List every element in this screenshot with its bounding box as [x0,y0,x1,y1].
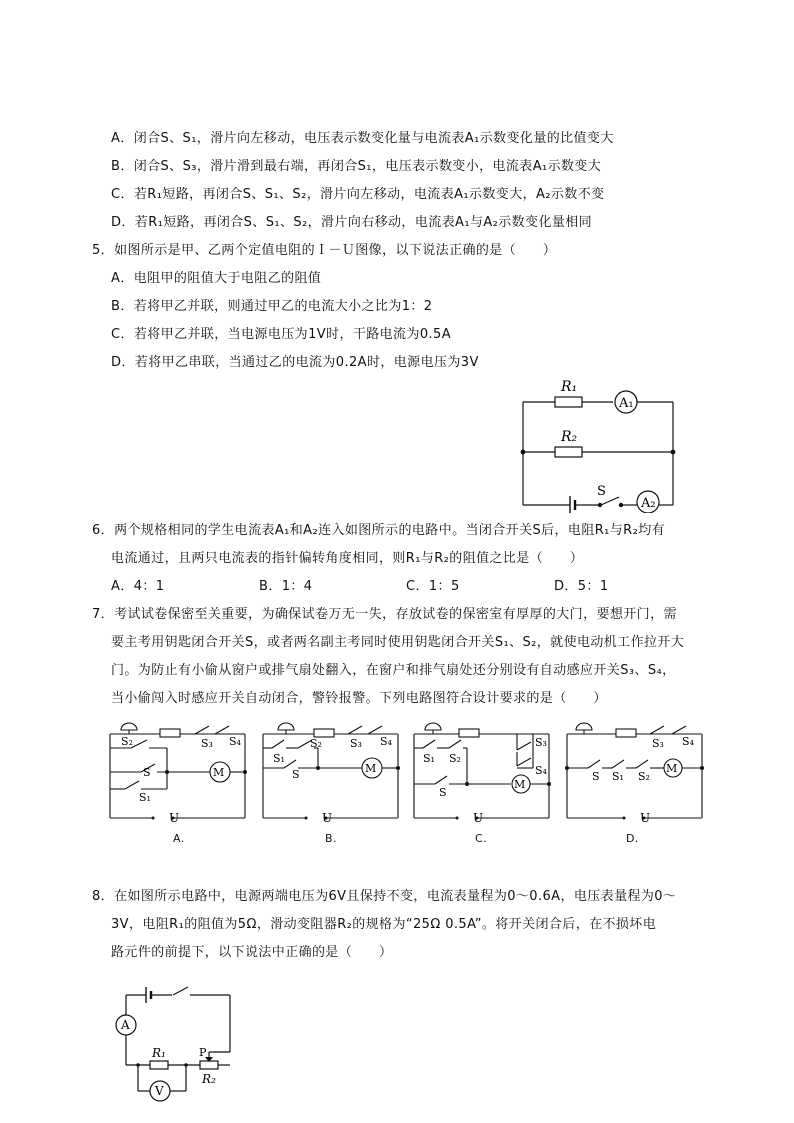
q8-fig-p-label: P [199,1046,207,1059]
q7-circuit-b [258,716,403,846]
q8-stem-line3: 路元件的前提下，以下说法中正确的是（ ） [111,945,393,960]
q7a-motor-label: M [213,766,225,779]
q7c-s-label: S [439,786,447,799]
q7a-s-label: S [143,766,151,779]
q7d-s1-label: S₁ [612,770,624,783]
q7d-s4-label: S₄ [682,735,694,748]
q7-caption-d: D. [626,832,639,845]
q8-stem-line2: 3V，电阻R₁的阻值为5Ω，滑动变阻器R₂的规格为“25Ω 0.5A”。将开关闭合后，在不损坏电 [111,917,657,932]
q6-option-c: C．1：5 [406,579,460,594]
q7d-u-label: U [640,811,651,825]
q6-option-d: D．5：1 [554,579,609,594]
q8-fig-ammeter-label: A [121,1018,130,1032]
q7b-motor-label: M [365,762,377,775]
q5-option-c: C．若将甲乙并联，当电源电压为1V时，干路电流为0.5A [111,327,452,342]
q7-circuit-a [105,716,250,846]
q7c-u-label: U [473,811,484,825]
q5-option-a: A．电阻甲的阻值大于电阻乙的阻值 [111,271,322,286]
q6-fig-a2-label: A₂ [641,496,656,511]
q8-fig-r2-label: R₂ [202,1072,216,1086]
q6-fig-r2-label: R₂ [561,429,578,445]
q6-fig-a1-label: A₁ [619,396,634,411]
q7c-s1-label: S₁ [423,752,435,765]
q7a-s1-label: S₁ [139,791,151,804]
q7-caption-c: C. [475,832,487,845]
q7b-s-label: S [292,768,300,781]
q7b-u-label: U [322,811,333,825]
q6-stem-line1: 6．两个规格相同的学生电流表A₁和A₂连入如图所示的电路中。当闭合开关S后，电阻R₁与R₂均有 [92,523,666,538]
q8-fig-r1-label: R₁ [152,1046,166,1060]
q8-fig-voltmeter-label: V [155,1084,164,1098]
q7a-s2-label: S₂ [121,735,133,748]
q4-option-c: C．若R₁短路，再闭合S、S₁、S₂，滑片向左移动，电流表A₁示数变大，A₂示数不变 [111,187,605,202]
q6-option-b: B．1：4 [259,579,313,594]
q5-option-b: B．若将甲乙并联，则通过甲乙的电流大小之比为1：2 [111,299,433,314]
q7-stem-line2: 要主考用钥匙闭合开关S，或者两名副主考同时使用钥匙闭合开关S₁、S₂，就使电动机工作拉开大 [111,635,685,650]
q7a-s4-label: S₄ [229,735,241,748]
q8-stem-line1: 8．在如图所示电路中，电源两端电压为6V且保持不变，电流表量程为0～0.6A，电压表量程为0～ [92,889,677,904]
q7a-s3-label: S₃ [201,737,213,750]
q7d-s3-label: S₃ [652,737,664,750]
q5-stem: 5．如图所示是甲、乙两个定值电阻的Ｉ－Ｕ图像，以下说法正确的是（ ） [92,243,557,258]
q7b-s1-label: S₁ [273,752,285,765]
q7-stem-line3: 门。为防止有小偷从窗户或排气扇处翻入，在窗户和排气扇处还分别设有自动感应开关S₃、S₄， [111,663,676,678]
q7c-s3-label: S₃ [535,736,547,749]
q6-option-a: A．4：1 [111,579,165,594]
q7d-s-label: S [592,770,600,783]
q7b-s2-label: S₂ [310,737,322,750]
q5-option-d: D．若将甲乙串联，当通过乙的电流为0.2A时，电源电压为3V [111,355,479,370]
q7b-s3-label: S₃ [350,737,362,750]
q7-caption-b: B. [325,832,337,845]
q7-stem-line4: 当小偷闯入时感应开关自动闭合，警铃报警。下列电路图符合设计要求的是（ ） [111,691,607,706]
q4-option-b: B．闭合S、S₃，滑片滑到最右端，再闭合S₁，电压表示数变小，电流表A₁示数变大 [111,159,602,174]
q6-circuit-diagram [515,378,685,513]
q7d-s2-label: S₂ [638,770,650,783]
q7c-s4-label: S₄ [535,764,547,777]
q7-stem-line1: 7．考试试卷保密至关重要，为确保试卷万无一失，存放试卷的保密室有厚厚的大门，要想开门，需 [92,607,677,622]
q7d-motor-label: M [666,762,678,775]
q7c-s2-label: S₂ [449,752,461,765]
q4-option-d: D．若R₁短路，再闭合S、S₁、S₂，滑片向右移动，电流表A₁与A₂示数变化量相同 [111,215,593,230]
q6-fig-r1-label: R₁ [561,379,578,395]
q7-circuit-c [409,716,554,846]
q7-caption-a: A. [173,832,185,845]
q7b-s4-label: S₄ [380,735,392,748]
q7a-u-label: U [169,811,180,825]
q4-option-a: A．闭合S、S₁，滑片向左移动，电压表示数变化量与电流表A₁示数变化量的比值变大 [111,131,614,146]
q6-stem-line2: 电流通过，且两只电流表的指针偏转角度相同，则R₁与R₂的阻值之比是（ ） [111,551,584,566]
q7-circuit-d [562,716,707,846]
q7c-motor-label: M [514,778,526,791]
q6-fig-s-label: S [597,484,606,499]
q8-circuit-diagram [108,985,248,1110]
